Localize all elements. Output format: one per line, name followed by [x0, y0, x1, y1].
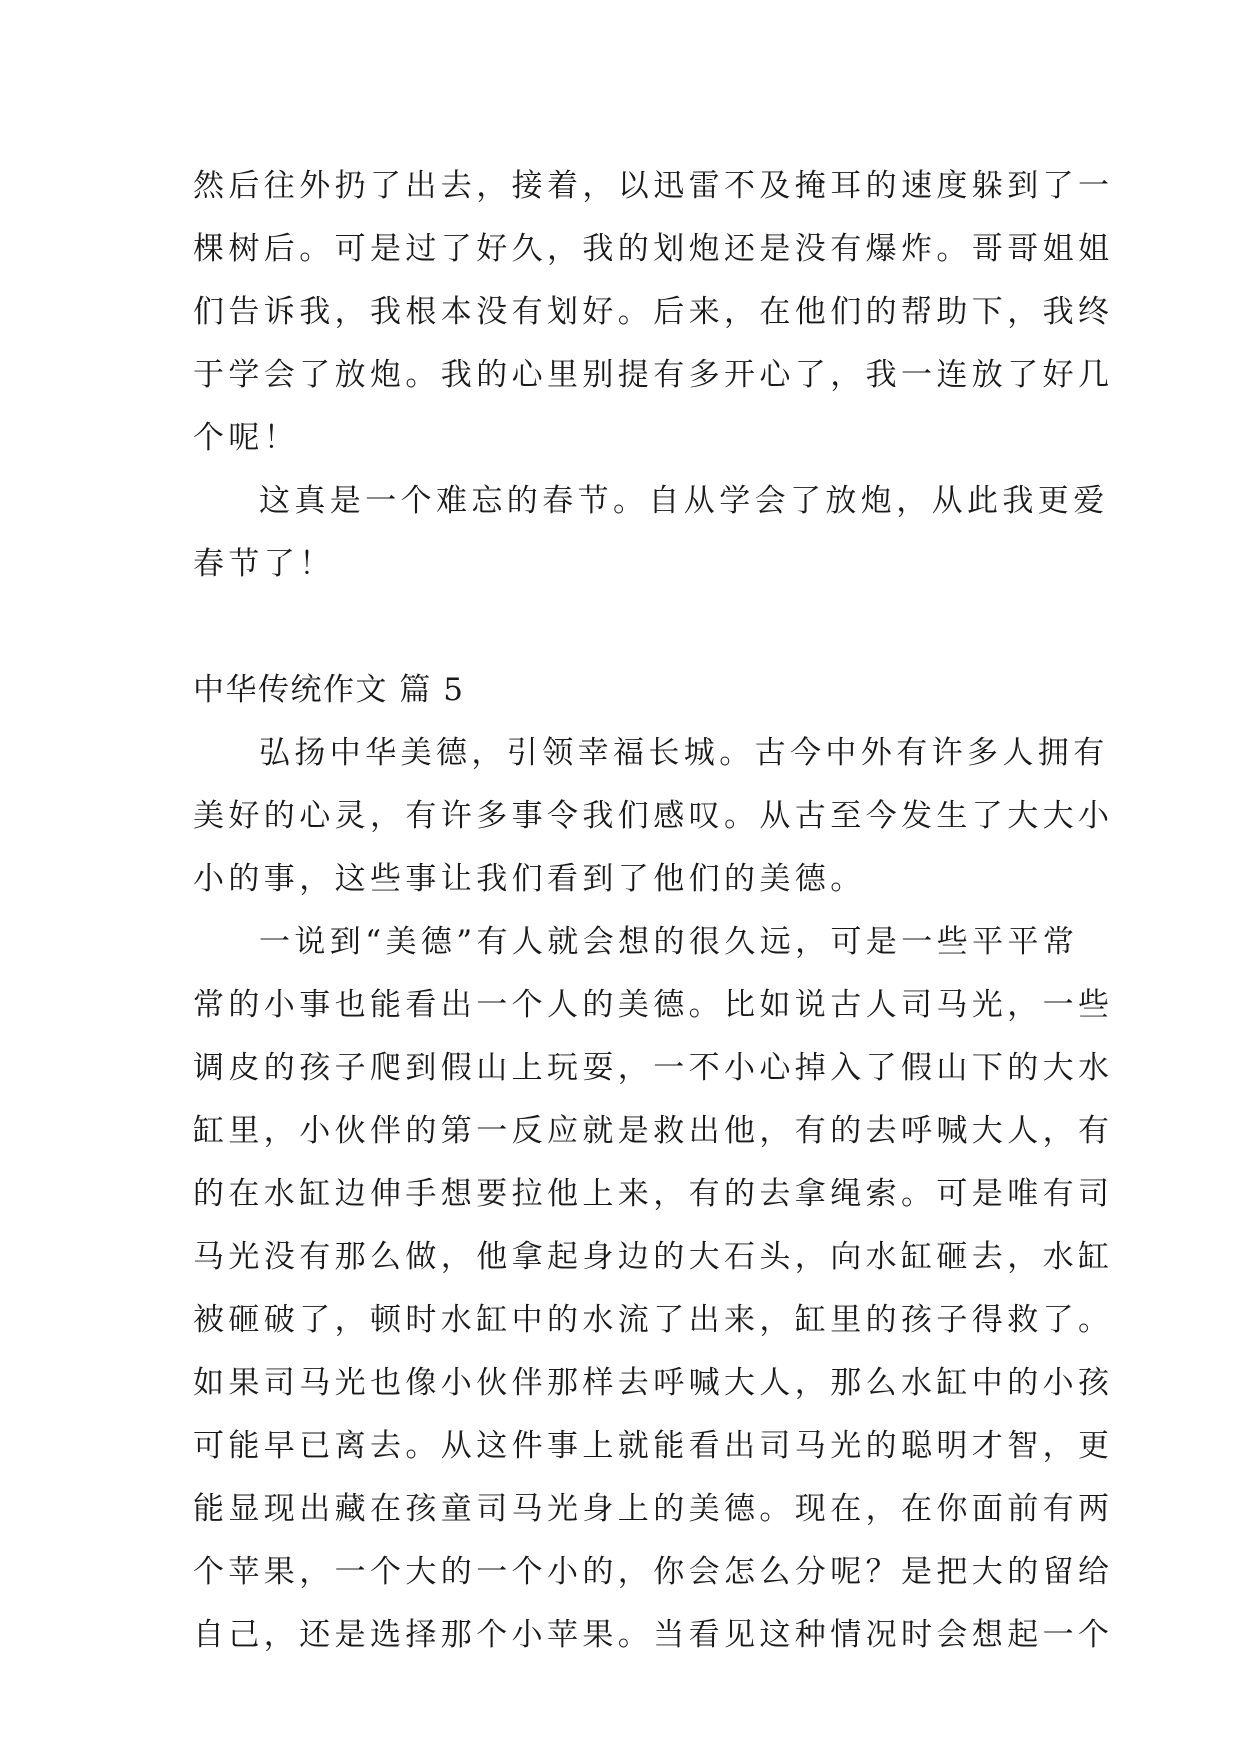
paragraph-virtue-intro	[193, 722, 1114, 911]
text-line: 调皮的孩子爬到假山上玩耍，一不小心掉入了假山下的大水	[193, 1050, 1114, 1086]
text-line: 美好的心灵，有许多事令我们感叹。从古至今发生了大大小	[193, 798, 1114, 834]
text-line: 常的小事也能看出一个人的美德。比如说古人司马光，一些	[193, 987, 1114, 1023]
text-line: 于学会了放炮。我的心里别提有多开心了，我一连放了好几	[193, 357, 1114, 393]
text-line: 个呢！	[193, 420, 300, 456]
text-line: 们告诉我，我根本没有划好。后来，在他们的帮助下，我终	[193, 294, 1114, 330]
paragraph-firecracker-continuation	[193, 155, 1114, 470]
text-line: 如果司马光也像小伙伴那样去呼喊大人，那么水缸中的小孩	[193, 1365, 1114, 1401]
text-line: 然后往外扔了出去，接着，以迅雷不及掩耳的速度躲到了一	[193, 168, 1114, 204]
text-line: 自己，还是选择那个小苹果。当看见这种情况时会想起一个	[193, 1617, 1114, 1653]
paragraph-sima-guang-story	[193, 911, 1114, 1667]
section-heading: 中华传统作文 篇 5	[193, 672, 465, 708]
paragraph-spring-festival-conclusion	[193, 470, 1109, 596]
text-line: 能显现出藏在孩童司马光身上的美德。现在，在你面前有两	[193, 1491, 1114, 1527]
text-line: 春节了！	[193, 546, 335, 582]
document-body	[193, 155, 1114, 1667]
text-line: 弘扬中华美德，引领幸福长城。古今中外有许多人拥有	[259, 735, 1109, 771]
text-line: 这真是一个难忘的春节。自从学会了放炮，从此我更爱	[259, 483, 1109, 519]
text-line: 的在水缸边伸手想要拉他上来，有的去拿绳索。可是唯有司	[193, 1176, 1114, 1212]
text-line: 马光没有那么做，他拿起身边的大石头，向水缸砸去，水缸	[193, 1239, 1114, 1275]
text-line: 被砸破了，顿时水缸中的水流了出来，缸里的孩子得救了。	[193, 1302, 1114, 1338]
text-line: 小的事，这些事让我们看到了他们的美德。	[193, 861, 866, 897]
text-line: 棵树后。可是过了好久，我的划炮还是没有爆炸。哥哥姐姐	[193, 231, 1114, 267]
section-spacer	[193, 596, 1053, 659]
text-line: 缸里，小伙伴的第一反应就是救出他，有的去呼喊大人，有	[193, 1113, 1114, 1149]
text-line: 个苹果，一个大的一个小的，你会怎么分呢？是把大的留给	[193, 1554, 1114, 1590]
text-line: 可能早已离去。从这件事上就能看出司马光的聪明才智，更	[193, 1428, 1114, 1464]
text-line: 一说到“美德”有人就会想的很久远，可是一些平平常	[259, 924, 1079, 960]
